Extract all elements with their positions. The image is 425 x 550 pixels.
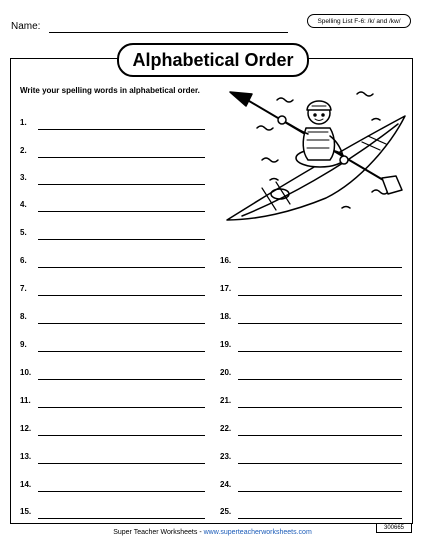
answer-line[interactable] [38,184,205,185]
answer-row [20,146,205,158]
answer-row [220,452,402,464]
worksheet-code: 300665 [376,523,412,533]
item-number: 16. [220,256,232,265]
answer-row [20,480,205,492]
answer-row [20,424,205,436]
item-number: 8. [20,312,27,321]
answer-row [220,396,402,408]
item-number: 22. [220,424,232,433]
answer-line[interactable] [38,463,205,464]
item-number: 21. [220,396,232,405]
item-number: 14. [20,480,32,489]
answer-line[interactable] [238,323,402,324]
item-number: 7. [20,284,27,293]
answer-line[interactable] [238,267,402,268]
answer-line[interactable] [238,351,402,352]
answer-line[interactable] [38,379,205,380]
answer-line[interactable] [38,267,205,268]
footer-url-link[interactable]: www.superteacherworksheets.com [203,529,312,536]
answer-row [220,480,402,492]
answer-row [20,173,205,185]
answer-row [20,452,205,464]
answer-line[interactable] [238,379,402,380]
answer-row [220,284,402,296]
answer-row [220,507,402,519]
item-number: 3. [20,173,27,182]
item-number: 10. [20,368,32,377]
instructions: Write your spelling words in alphabetical order. [20,86,200,95]
answer-row [20,200,205,212]
answer-row [20,507,205,519]
answer-line[interactable] [38,351,205,352]
answer-row [220,340,402,352]
answer-row [20,118,205,130]
answer-row [220,424,402,436]
answer-line[interactable] [238,407,402,408]
footer-site-name: Super Teacher Worksheets [113,529,198,536]
item-number: 5. [20,228,27,237]
item-number: 20. [220,368,232,377]
answer-line[interactable] [38,211,205,212]
answer-line[interactable] [238,295,402,296]
answer-line[interactable] [238,518,402,519]
answer-line[interactable] [38,295,205,296]
answer-line[interactable] [238,435,402,436]
answer-line[interactable] [38,518,205,519]
answer-line[interactable] [38,435,205,436]
answer-row [220,256,402,268]
item-number: 24. [220,480,232,489]
item-number: 18. [220,312,232,321]
item-number: 13. [20,452,32,461]
footer [0,529,425,536]
item-number: 12. [20,424,32,433]
item-number: 19. [220,340,232,349]
answer-row [220,368,402,380]
item-number: 2. [20,146,27,155]
answer-line[interactable] [38,407,205,408]
answer-row [20,256,205,268]
answer-line[interactable] [38,157,205,158]
page-title: Alphabetical Order [117,43,309,77]
item-number: 11. [20,396,31,405]
footer-separator: - [197,529,204,536]
name-label: Name: [11,21,41,32]
answer-line[interactable] [238,491,402,492]
answer-line[interactable] [38,129,205,130]
item-number: 4. [20,200,27,209]
answer-row [20,340,205,352]
answer-row [20,312,205,324]
answer-row [20,284,205,296]
item-number: 17. [220,284,232,293]
answer-row [20,368,205,380]
kayaker-illustration-icon [222,80,410,230]
answer-line[interactable] [38,239,205,240]
spelling-list-badge: Spelling List F-6: /k/ and /kw/ [307,14,411,28]
answer-row [20,396,205,408]
answer-row [220,312,402,324]
item-number: 25. [220,507,232,516]
item-number: 15. [20,507,32,516]
item-number: 6. [20,256,27,265]
item-number: 23. [220,452,232,461]
name-field[interactable] [49,32,288,33]
answer-line[interactable] [238,463,402,464]
answer-line[interactable] [38,323,205,324]
answer-line[interactable] [38,491,205,492]
item-number: 9. [20,340,27,349]
item-number: 1. [20,118,27,127]
answer-row [20,228,205,240]
